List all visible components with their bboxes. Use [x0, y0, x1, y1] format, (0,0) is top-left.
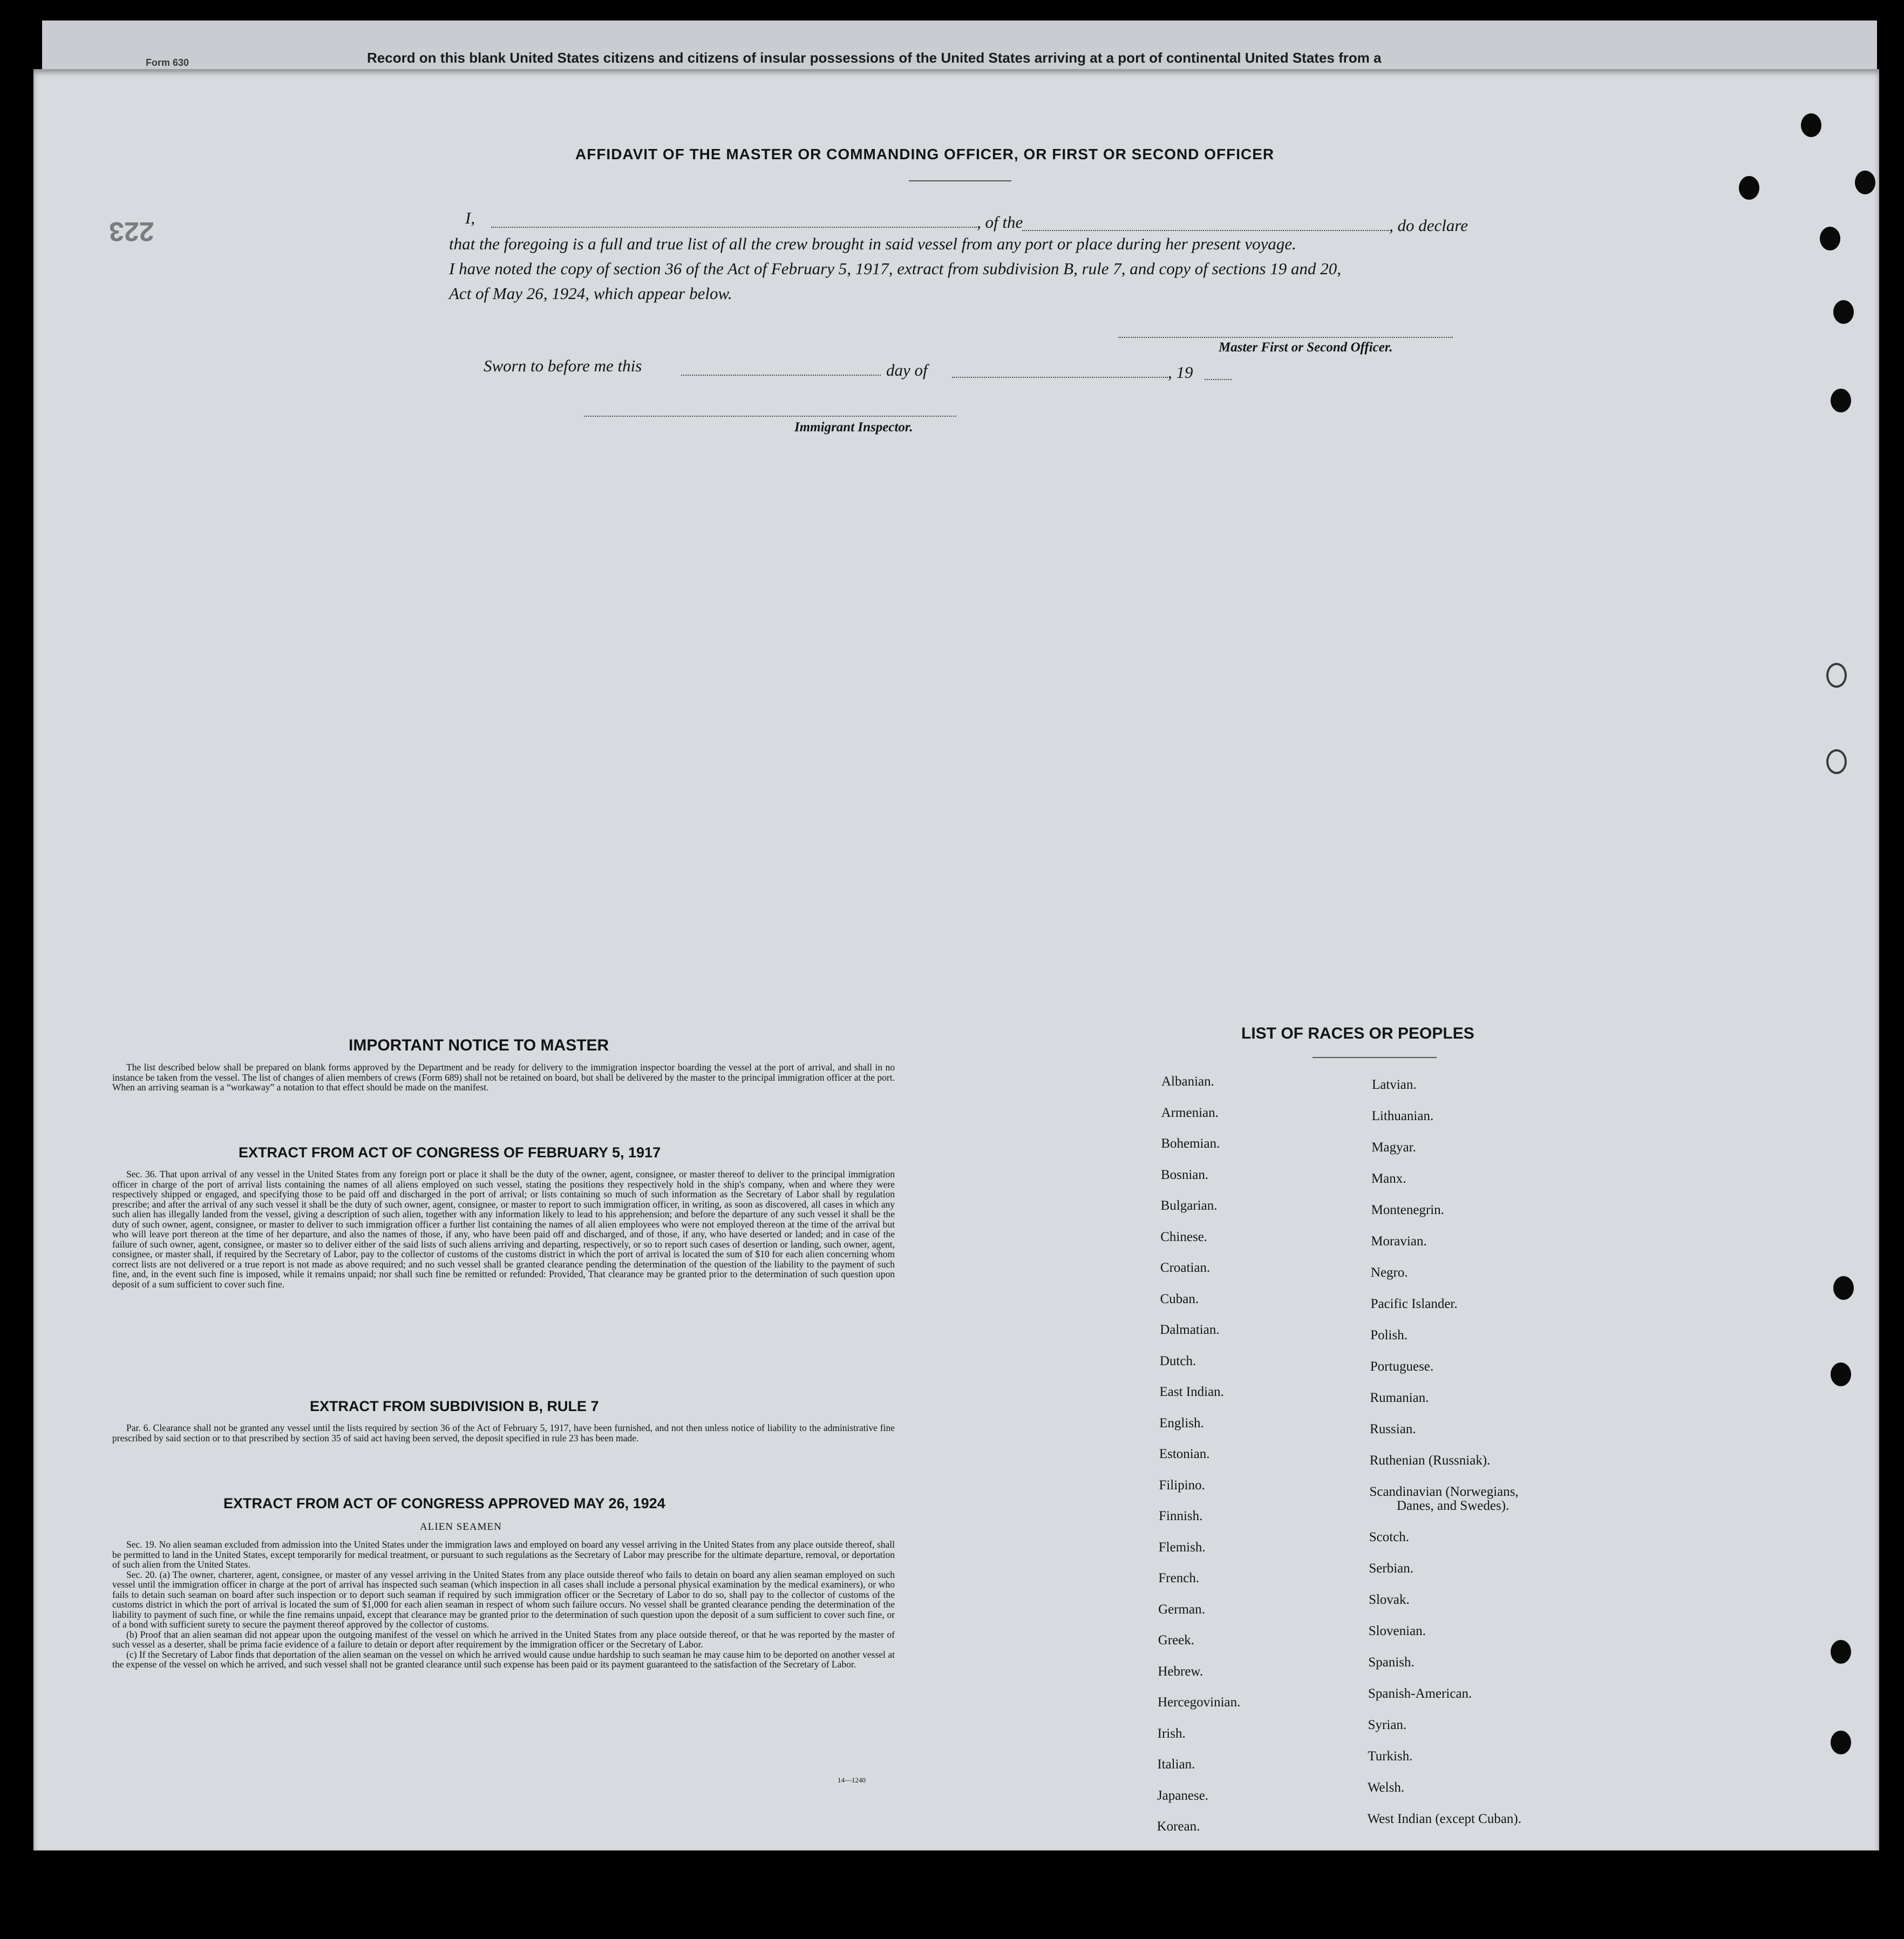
binder-hole: [1831, 389, 1851, 412]
race-item: Slovak.: [1369, 1592, 1410, 1607]
race-item: English.: [1159, 1415, 1204, 1430]
binder-hole: [1831, 1731, 1851, 1754]
race-item: Scotch.: [1369, 1530, 1410, 1544]
inspector-signature-line[interactable]: [584, 416, 956, 417]
race-item: Bulgarian.: [1160, 1198, 1218, 1213]
master-signature-line[interactable]: [1118, 337, 1453, 338]
binder-hole: [1826, 663, 1847, 688]
race-item: Russian.: [1370, 1422, 1416, 1436]
affidavit-page: [33, 69, 1879, 1850]
binder-hole: [1833, 1276, 1854, 1300]
race-item: Ruthenian (Russniak).: [1369, 1453, 1491, 1468]
day-of-text: day of: [886, 361, 928, 379]
races-title-rule: [1313, 1057, 1437, 1058]
race-item: East Indian.: [1159, 1385, 1224, 1399]
race-item: Turkish.: [1368, 1749, 1413, 1764]
race-item: Danes, and Swedes).: [1397, 1499, 1509, 1513]
year-blank[interactable]: [1205, 379, 1232, 380]
race-item: Rumanian.: [1370, 1391, 1429, 1405]
title-rule: [909, 180, 1011, 181]
races-title: LIST OF RACES OR PEOPLES: [1241, 1025, 1474, 1042]
extract-1917-body: [112, 1169, 895, 1289]
race-item: Portuguese.: [1370, 1359, 1434, 1374]
binder-hole: [1801, 113, 1821, 137]
extract-1917-title: EXTRACT FROM ACT OF CONGRESS OF FEBRUARY 5, 1917: [239, 1144, 661, 1161]
binder-hole: [1739, 176, 1759, 200]
extract-1924-body: [112, 1540, 895, 1670]
race-item: Cuban.: [1160, 1291, 1199, 1306]
sec20b-paragraph: (b) Proof that an alien seaman did not appear upon the outgoing manifest of the vessel on which he arrived in the United States from any place outside thereof, or that he was reported by the master of such vessel as a deserter, shall be prima facie evidence of a failure to detain or deport after requirement by the immigration officer or the Secretary of Labor.: [112, 1629, 895, 1650]
sec20c-paragraph: (c) If the Secretary of Labor finds that deportation of the alien seaman on the vessel on which he arrived would cause undue hardship to such seaman he may cause him to be deported on another vessel at the expense of the vessel on which he arrived, and such vessel shall not be granted clearance until such expense has been paid or its payment guaranteed to the satisfaction of the Secretary of Labor.: [112, 1649, 895, 1670]
race-item: Irish.: [1157, 1726, 1186, 1741]
race-item: West Indian (except Cuban).: [1367, 1812, 1521, 1826]
race-item: Serbian.: [1369, 1561, 1414, 1576]
race-item: Greek.: [1158, 1633, 1195, 1648]
sworn-text: Sworn to before me this: [484, 356, 642, 375]
race-item: Bosnian.: [1160, 1167, 1209, 1182]
binder-hole: [1831, 1640, 1851, 1664]
binder-hole: [1831, 1362, 1851, 1386]
vessel-blank[interactable]: [1022, 230, 1389, 231]
race-item: Manx.: [1371, 1171, 1406, 1186]
binder-hole: [1820, 227, 1840, 250]
race-item: Dutch.: [1159, 1353, 1196, 1368]
master-signature-label: Master First or Second Officer.: [1219, 340, 1393, 355]
header-text: Record on this blank United States citizens and citizens of insular possessions of the United States arriving at a port of continental United States from a: [367, 50, 1382, 66]
rule7-body: [112, 1423, 895, 1443]
race-item: Albanian.: [1161, 1074, 1214, 1089]
binder-hole: [1833, 300, 1854, 324]
year-text: , 19: [1168, 363, 1193, 382]
race-item: Armenian.: [1161, 1105, 1219, 1120]
notice-body: [112, 1062, 895, 1093]
race-item: Bohemian.: [1161, 1136, 1220, 1151]
sworn-day-blank[interactable]: [681, 375, 881, 376]
margin-number: 223: [109, 216, 154, 247]
affidavit-line2: that the foregoing is a full and true list of all the crew brought in said vessel from any port or place during her present voyage.: [449, 234, 1296, 253]
race-item: Finnish.: [1159, 1509, 1203, 1523]
sec19-paragraph: Sec. 19. No alien seaman excluded from admission into the United States under the immigration laws and employed on board any vessel arriving in the United States from any place outside thereof, shall be permitted to land in the United States, except temporarily for medical treatment, or pursuant to such regulations as the Secretary of Labor may prescribe for the ultimate departure, removal, or deportation of such alien from the United States.: [112, 1539, 895, 1570]
race-item: Hercegovinian.: [1158, 1695, 1241, 1710]
affidavit-declare: , do declare: [1389, 216, 1468, 235]
race-item: Negro.: [1370, 1265, 1408, 1280]
notice-title: IMPORTANT NOTICE TO MASTER: [349, 1036, 609, 1054]
affidavit-of-the: , of the: [977, 213, 1023, 232]
race-item: Italian.: [1157, 1757, 1195, 1772]
race-item: French.: [1158, 1571, 1200, 1585]
form-code: 14—1240: [838, 1776, 866, 1784]
race-item: Slovenian.: [1368, 1624, 1426, 1638]
race-item: Magyar.: [1371, 1140, 1416, 1155]
race-item: Montenegrin.: [1371, 1203, 1444, 1217]
race-item: Syrian.: [1368, 1718, 1407, 1732]
binder-hole: [1855, 171, 1875, 194]
affidavit-title: AFFIDAVIT OF THE MASTER OR COMMANDING OFFICER, OR FIRST OR SECOND OFFICER: [575, 146, 1275, 162]
race-item: Japanese.: [1157, 1788, 1209, 1803]
race-item: Welsh.: [1367, 1780, 1405, 1795]
race-item: Croatian.: [1160, 1260, 1211, 1275]
race-item: Hebrew.: [1158, 1664, 1203, 1679]
month-blank[interactable]: [952, 377, 1168, 378]
binder-hole: [1826, 749, 1847, 774]
rule7-title: EXTRACT FROM SUBDIVISION B, RULE 7: [310, 1398, 599, 1414]
race-item: German.: [1158, 1602, 1205, 1617]
race-item: Spanish.: [1368, 1655, 1415, 1670]
race-item: Lithuanian.: [1371, 1109, 1434, 1123]
affidavit-line4: Act of May 26, 1924, which appear below.: [449, 284, 732, 303]
race-item: Dalmatian.: [1160, 1323, 1220, 1337]
race-item: Moravian.: [1371, 1234, 1427, 1249]
race-item: Latvian.: [1372, 1077, 1417, 1092]
race-item: Korean.: [1157, 1819, 1200, 1834]
affidavit-i: I,: [465, 208, 475, 227]
form-number: Form 630: [146, 57, 189, 68]
notice-paragraph: The list described below shall be prepared on blank forms approved by the Department and be ready for delivery to the immigration inspector boarding the vessel at the port of arrival, and shall in no instance be taken from the vessel. The list of changes of alien members of crews (Form 689) shall not be retained on board, but shall be delivered by the master to the principal immigration officer at the port. When an arriving seaman is a “workaway” a notation to that effect should be made on the manifest.: [112, 1062, 895, 1093]
affidavit-line3: I have noted the copy of section 36 of the Act of February 5, 1917, extract from subdivision B, rule 7, and copy of sections 19 and 20,: [449, 259, 1342, 278]
race-item: Polish.: [1370, 1328, 1407, 1343]
race-item: Pacific Islander.: [1370, 1297, 1458, 1311]
race-item: Estonian.: [1159, 1447, 1210, 1461]
alien-seamen-heading: ALIEN SEAMEN: [420, 1521, 502, 1533]
race-item: Filipino.: [1159, 1477, 1205, 1493]
extract-1924-title: EXTRACT FROM ACT OF CONGRESS APPROVED MAY 26, 1924: [223, 1495, 665, 1511]
rule7-paragraph: Par. 6. Clearance shall not be granted any vessel until the lists required by section 36 of the Act of February 5, 1917, have been furnished, and not then unless notice of liability to the administrative fine prescribed by said section or to that prescribed by section 35 of said act having been served, the deposit specified in rule 23 has been made.: [112, 1422, 895, 1443]
race-item: Spanish-American.: [1368, 1686, 1472, 1701]
race-item: Scandinavian (Norwegians,: [1369, 1484, 1519, 1499]
race-item: Flemish.: [1158, 1540, 1206, 1555]
sec36-paragraph: Sec. 36. That upon arrival of any vessel in the United States from any foreign port or place it shall be the duty of the owner, agent, consignee, or master thereof to deliver to the principal immigration officer in charge of the port of arrival lists containing the names of all aliens employed on such vessel, stating the positions they respectively hold in the ship's company, when and where they were respectively shipped or engaged, and specifying those to be paid off and discharged in the port of arrival; or lists containing so much of such information as the Secretary of Labor shall by regulation prescribe; and after the arrival of any such vessel it shall be the duty of such owner, agent, consignee, or master to report to such immigration officer, in writing, as soon as discovered, all cases in which any such alien has illegally landed from the vessel, giving a description of such alien, together with any information likely to lead to his apprehension; and before the departure of any such vessel it shall be the duty of such owner, agent, consignee, or master to deliver to such immigration officer a further list containing the names of all alien employees who were not employed thereon at the time of the arrival but who will leave port thereon at the time of her departure, and also the names of those, if any, who have been paid off and discharged, and of those, if any, who have deserted or landed; and in case of the failure of such owner, agent, consignee, or master so to deliver either of the said lists of such aliens arriving and departing, respectively, or so to report such cases of desertion or landing, such owner, agent, consignee, or master shall, if required by the Secretary of Labor, pay to the collector of customs of the customs district in which the port of arrival is located the sum of $10 for each alien concerning whom correct lists are not delivered or a true report is not made as above required; and no such vessel shall be granted clearance pending the determination of the question of the liability to the payment of such fine, and, in the event such fine is imposed, while it remains unpaid; nor shall such fine be remitted or refunded: Provided, That clearance may be granted prior to the determination of such question upon deposit of a sum sufficient to cover such fine.: [112, 1169, 895, 1290]
sec20a-paragraph: Sec. 20. (a) The owner, charterer, agent, consignee, or master of any vessel arriving in the United States from any place outside thereof who fails to detain on board any alien seaman employed on such vessel until the immigration officer in charge at the port of arrival has inspected such seaman (which inspection in all cases shall include a personal physical examination by the medical examiners), or who fails to detain such seaman on board after such inspection or to deport such seaman if required by such immigration officer or the Secretary of Labor to do so, shall pay to the collector of customs of the customs district in which the port of arrival is located the sum of $1,000 for each alien seaman in respect of whom such failure occurs. No vessel shall be granted clearance pending the determination of the liability to payment of such fine, or while the fine remains unpaid, except that clearance may be granted prior to the determination of such question upon the deposit of a sum sufficient to cover such fine, or of a bond with sufficient surety to secure the payment thereof approved by the collector of customs.: [112, 1569, 895, 1630]
inspector-signature-label: Immigrant Inspector.: [794, 420, 913, 435]
race-item: Chinese.: [1160, 1229, 1208, 1244]
name-blank[interactable]: [491, 227, 977, 228]
